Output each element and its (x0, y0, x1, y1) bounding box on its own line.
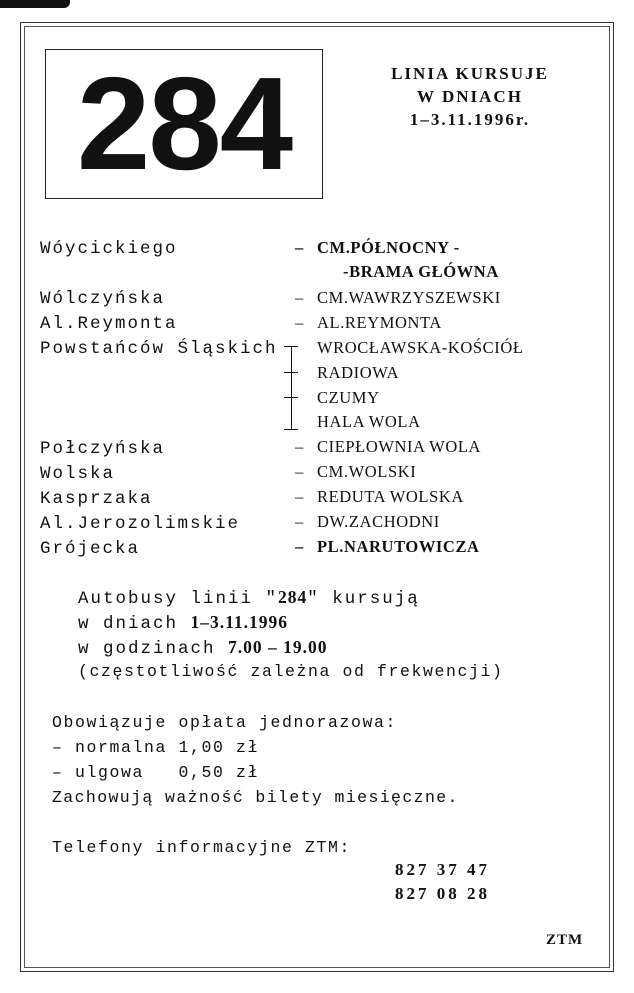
notice-line-1: LINIA KURSUJE (391, 64, 549, 83)
street-name: Al.Jerozolimskie (40, 514, 241, 534)
fare-line: – ulgowa 0,50 zł (52, 763, 260, 782)
phone-number: 827 37 47 (395, 860, 490, 879)
stop-name: CZUMY (317, 388, 380, 407)
stop-name: – CIEPŁOWNIA WOLA (295, 437, 482, 456)
branch-connector (291, 346, 292, 430)
schedule-line: w dniach 1–3.11.1996 (78, 612, 289, 634)
stop-name: HALA WOLA (317, 412, 421, 431)
schedule-line: w godzinach 7.00 – 19.00 (78, 637, 328, 659)
street-name: Wólczyńska (40, 289, 166, 309)
street-name: Wóycickiego (40, 239, 178, 259)
fare-line: – normalna 1,00 zł (52, 738, 260, 757)
street-name: Grójecka (40, 539, 141, 559)
service-notice (360, 62, 580, 131)
stop-name: – CM.WAWRZYSZEWSKI (295, 288, 501, 307)
stop-name: – CM.PÓŁNOCNY - (295, 238, 460, 257)
stop-name: RADIOWA (317, 363, 400, 382)
street-name: Kasprzaka (40, 489, 153, 509)
notice-line-2: W DNIACH (417, 87, 523, 106)
fare-line: Zachowują ważność bilety miesięczne. (52, 788, 459, 807)
phone-number: 827 08 28 (395, 884, 490, 903)
schedule-line: (częstotliwość zależna od frekwencji) (78, 662, 504, 681)
notice-line-3: 1–3.11.1996r. (409, 110, 531, 129)
stop-name: – CM.WOLSKI (295, 462, 417, 481)
street-name: Al.Reymonta (40, 314, 178, 334)
line-number-box (45, 49, 323, 199)
street-name: Połczyńska (40, 439, 166, 459)
street-name: Wolska (40, 464, 116, 484)
street-name: Powstańców Śląskich (40, 339, 278, 359)
stop-name: WROCŁAWSKA-KOŚCIÓŁ (317, 338, 524, 357)
schedule-line: Autobusy linii "284" kursują (78, 587, 420, 609)
stop-name: -BRAMA GŁÓWNA (343, 262, 499, 281)
stop-name: – REDUTA WOLSKA (295, 487, 464, 506)
stop-name: – PL.NARUTOWICZA (295, 537, 480, 556)
stop-name: – DW.ZACHODNI (295, 512, 440, 531)
stop-name: – AL.REYMONTA (295, 313, 442, 332)
line-number: 284 (76, 50, 292, 197)
top-page-fragment (0, 0, 70, 8)
fare-line: Obowiązuje opłata jednorazowa: (52, 713, 398, 732)
contact-label: Telefony informacyjne ZTM: (52, 838, 352, 857)
ztm-signature: ZTM (546, 932, 584, 948)
